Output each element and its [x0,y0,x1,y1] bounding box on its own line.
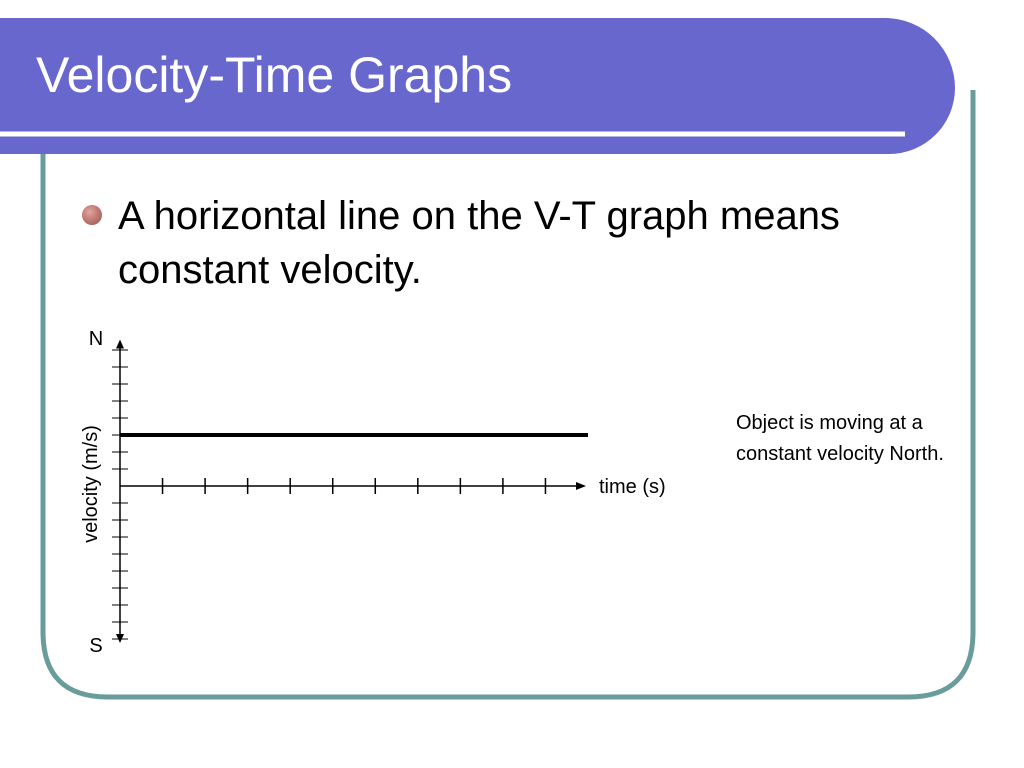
chart-axes [116,340,586,644]
x-axis-arrow [576,482,586,490]
chart-annotation: Object is moving at a constant velocity North. [736,412,944,465]
x-axis-label: time (s) [599,476,666,498]
y-axis-label: velocity (m/s) [80,425,102,543]
y-positive-label: N [88,328,104,350]
y-negative-label: S [89,635,103,657]
bullet-text: A horizontal line on the V-T graph means constant velocity. [118,194,840,292]
y-axis-arrow-up [116,340,124,349]
chart-ticks [112,350,545,639]
slide-title: Velocity-Time Graphs [36,47,513,103]
